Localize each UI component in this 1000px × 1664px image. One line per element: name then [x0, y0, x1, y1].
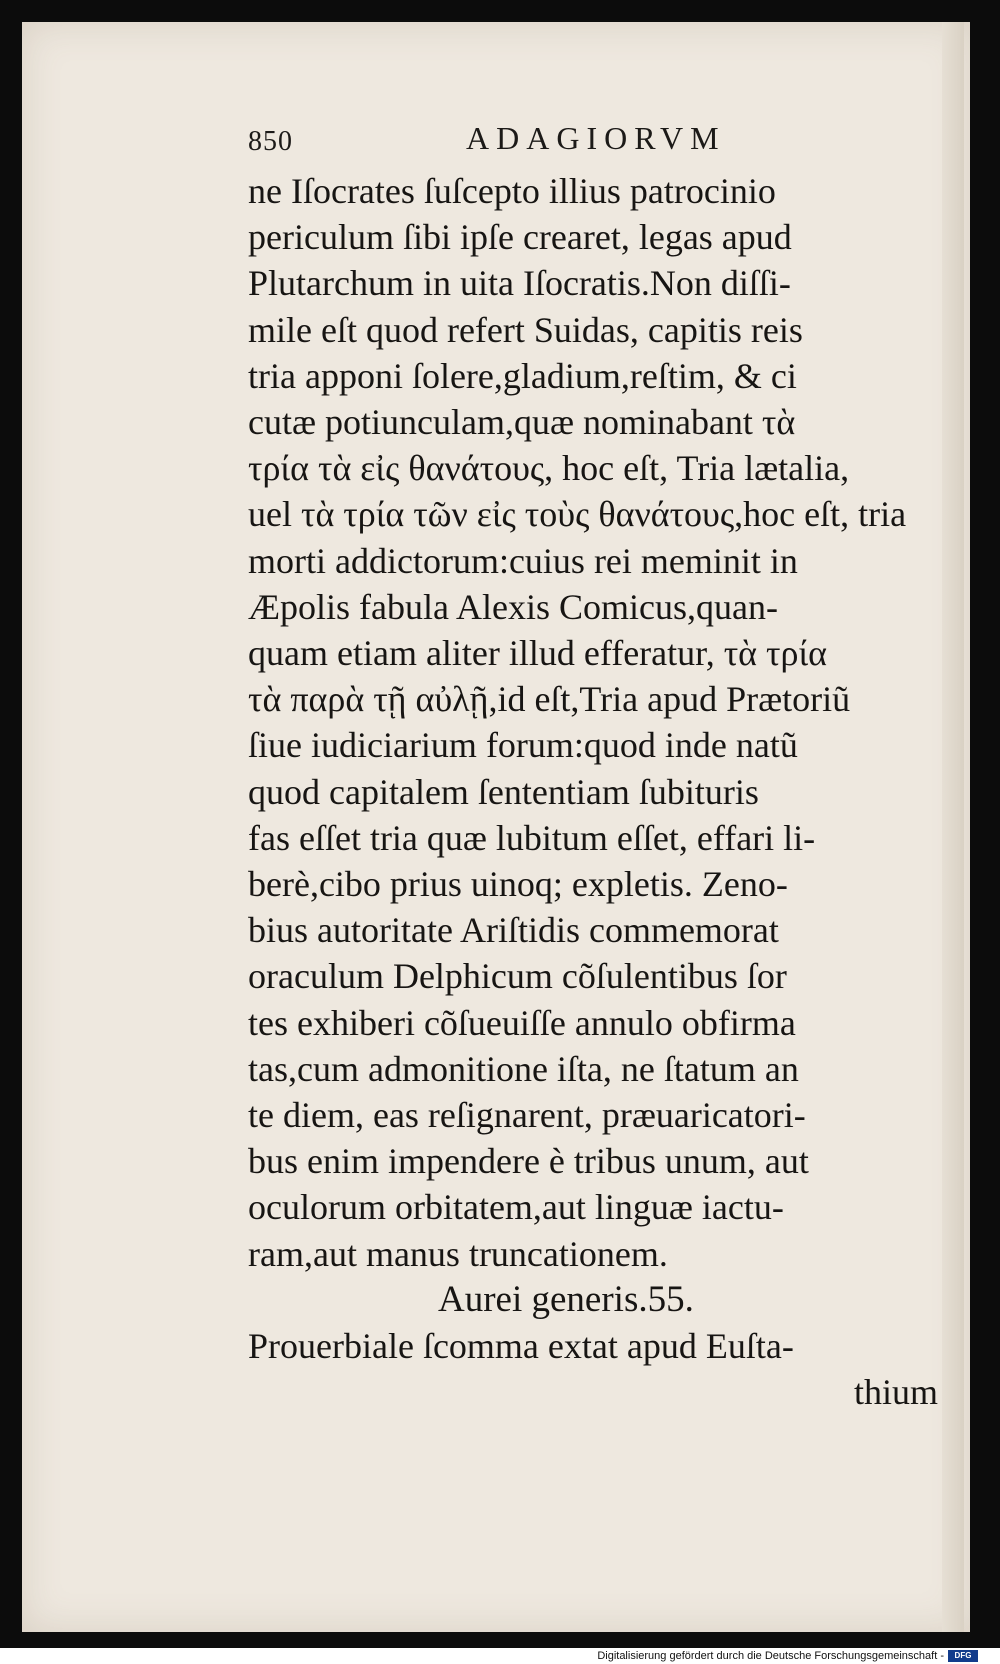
text-line: uel τὰ τρία τῶν εἰς τοὺς θανάτους,hoc eſt, tria	[248, 494, 907, 535]
page-number: 850	[248, 126, 293, 157]
text-block	[248, 168, 958, 1415]
text-line: Plutarchum in uita Iſocratis.Non diſſi-	[248, 263, 791, 304]
page-header	[248, 120, 768, 160]
text-line: periculum ſibi ipſe crearet, legas apud	[248, 217, 792, 258]
text-line: mile eſt quod refert Suidas, capitis reis	[248, 309, 803, 350]
text-line: bius autoritate Ariſtidis commemorat	[248, 910, 779, 951]
text-line: τρία τὰ εἰς θανάτους, hoc eſt, Tria lætalia,	[248, 448, 850, 489]
text-line: quod capitalem ſententiam ſubituris	[248, 771, 759, 812]
text-line: τὰ παρὰ τῇ αὐλῇ,id eſt,Tria apud Prætoriũ	[248, 679, 851, 720]
section-title: Aurei generis.55.	[438, 1278, 694, 1320]
catchword: thium	[853, 1372, 938, 1413]
text-line: tas,cum admonitione iſta, ne ſtatum an	[248, 1048, 799, 1089]
text-line: fas eſſet tria quæ lubitum eſſet, effari li-	[248, 817, 816, 858]
text-line: berè,cibo prius uinoq; expletis. Zeno-	[248, 864, 788, 905]
text-line: morti addictorum:cuius rei meminit in	[248, 540, 798, 581]
text-line: ne Iſocrates ſuſcepto illius patrocinio	[248, 171, 776, 211]
footer-credit: Digitalisierung gefördert durch die Deutsche Forschungsgemeinschaft -	[597, 1650, 944, 1662]
text-line: te diem, eas reſignarent, præuaricatori-	[248, 1095, 806, 1136]
text-line: Æpolis fabula Alexis Comicus,quan-	[248, 586, 778, 627]
text-line: oculorum orbitatem,aut linguæ iactu-	[248, 1187, 784, 1228]
text-line: ram,aut manus truncationem.	[248, 1233, 668, 1274]
dfg-logo: DFG	[948, 1650, 978, 1662]
footer-bar	[0, 1648, 1000, 1664]
text-line: quam etiam aliter illud efferatur, τὰ τρία	[248, 633, 828, 674]
text-line: tes exhiberi cõſueuiſſe annulo obfirma	[248, 1002, 796, 1043]
text-line: cutæ potiunculam,quæ nominabant τὰ	[248, 402, 796, 443]
section-first-line: Prouerbiale ſcomma extat apud Euſta-	[248, 1326, 794, 1367]
running-head: ADAGIORVM	[466, 120, 726, 156]
text-line: ſiue iudiciarium forum:quod inde natũ	[248, 725, 798, 766]
text-line: bus enim impendere è tribus unum, aut	[248, 1141, 809, 1182]
text-line: oraculum Delphicum cõſulentibus ſor	[248, 956, 787, 997]
text-line: tria apponi ſolere,gladium,reſtim, & ci	[248, 355, 797, 396]
